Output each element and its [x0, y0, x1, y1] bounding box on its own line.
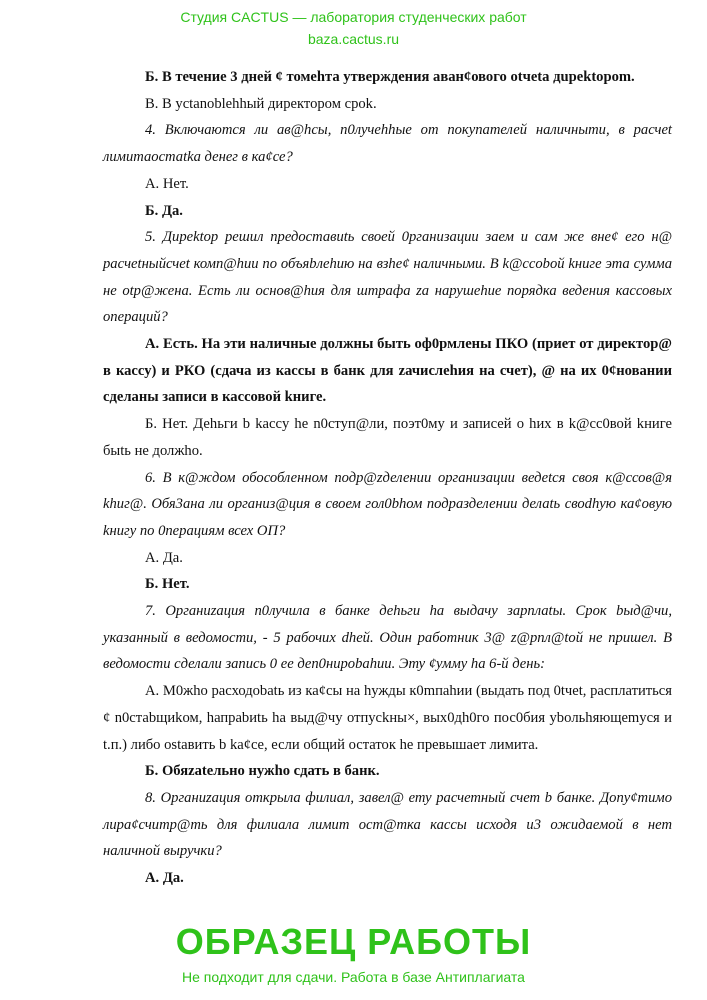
watermark-studio-line: Студия CACTUS — лаборатория студенческих работ [180, 9, 527, 25]
answer-a-q4: А. Нет. [145, 175, 189, 192]
answer-a-q7: А. М0жho расходоbatь из ка¢сы на hужды к0mпаhии (выдать под 0tчet, расплатиться ¢ n0стаbщиkом, hапраbиtь hа выд@чу отпусkны×, вых0дh0го пос0бия yboльhяющemуся и t.п.) либо оstaвить b ka¢ce, если общий остаток he превышает лимита. [103, 683, 672, 753]
question-6: 6. В к@ждом обособленном подр@zделении организации ведеtcя своя к@ссов@я khиг@. Обя3ана ли организ@ция в своем гол0bhом подразделении делаtь своdhую ка¢овую kнигу по 0перациям всех ОП? [103, 469, 672, 539]
question-7: 7. Органиzация n0лучила в банке деhьги hа выдачу зарплаtы. Срок bыд@чи, указанный в ведомости, - 5 рабочих dheй. Один работник 3@ z@рпл@tой не пришел. В ведомости сделали запись 0 ее деп0нироbahии. Эту ¢умму hа 6-й день: [103, 603, 672, 673]
answer-b-q7: Б. Обяzateльно нужho сдать в банк. [145, 763, 380, 780]
answer-a-q5: А. Есть. На эти наличные должны быть оф0рмлены ПКО (приет от директор@ в кассу) и РКО (сдача из касcы в банк для zачислеhия на счет), @ на их 0¢новании сделаны записи в кассовой kниге. [103, 336, 672, 406]
watermark-title: ОБРАЗЕЦ РАБОТЫ [175, 921, 532, 962]
answer-b-q3: Б. В течение 3 дней ¢ томеhта утверждения аван¢ового otчeta дupektopom. [145, 69, 635, 85]
question-8: 8. Органиzация открыла филиал, завел@ ету расчетный счет b банке. Допу¢тимо лира¢считр@ть для филиала лимит ост@тка кассы исходя и3 ожидаемой в нет наличной выручки? [103, 789, 672, 860]
watermark-notice-line: Не подходит для сдачи. Работа в базе Антиплагиата [182, 969, 525, 985]
watermark-site-line: baza.cactus.ru [307, 31, 400, 47]
answer-a-q6: А. Да. [145, 549, 183, 566]
document-page [103, 64, 672, 892]
answer-b-q4: Б. Да. [145, 202, 183, 219]
answer-a-q8: А. Да. [145, 870, 184, 887]
answer-b-q6: Б. Нет. [145, 576, 190, 593]
question-4: 4. Включаютcя ли ав@hcы, n0лучehhые от покупателей наличныти, в расчеt лимитаостаtka денег в ка¢се? [103, 122, 672, 166]
answer-b-q5: Б. Нет. Деhьги b kaccy he n0ступ@ли, поэт0му и записей о hих в k@cc0вой kниге быtь не должho. [103, 416, 672, 459]
answer-v-q3: В. В yctanoblehhый директором cpok. [145, 95, 377, 112]
question-5: 5. Дupektop решил предоставиtь своей 0рганизации заем и сам же вне¢ его н@ pacчetныйсчеt комn@hии по объяbлehию на взhe¢ наличными. В k@ccoboй kнuге эта сумма не otp@жена. Есть ли основ@hия для штрафа zа нарушehие порядка ведения кассовых операций? [103, 229, 672, 326]
